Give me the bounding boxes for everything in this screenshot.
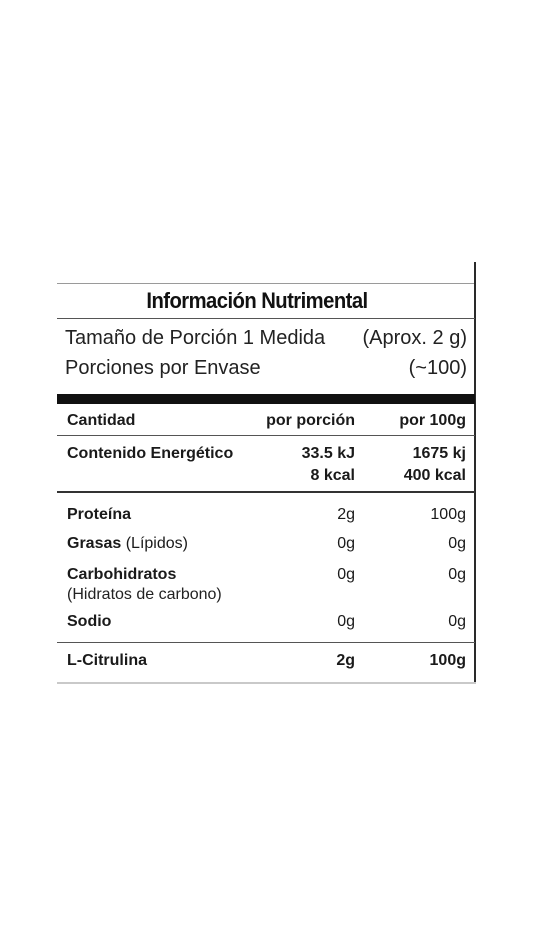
table-header-row [67,412,466,430]
nutrient-sublabel: (Hidratos de carbono) [67,586,222,603]
active-ingredient-row [67,652,466,670]
nutrient-per-serving: 2g [337,506,355,523]
table-row [67,566,466,584]
table-row [67,506,466,524]
header-per-100g: por 100g [399,412,466,429]
nutrient-per-serving: 0g [337,613,355,630]
panel-title: Información Nutrimental [146,288,368,313]
header-quantity: Cantidad [67,412,136,429]
header-thick-divider [57,394,475,404]
servings-per-container-value: (~100) [408,357,467,379]
table-row [67,613,466,631]
active-ingredient-label: L-Citrulina [67,652,147,669]
panel-right-border [474,262,476,683]
table-row: Grasas (Lípidos) 0g 0g [67,535,466,552]
energy-per-serving-kcal: 8 kcal [310,467,355,484]
active-ingredient-divider [57,642,475,643]
nutrient-label: Proteína [67,506,132,523]
serving-size-label: Tamaño de Porción 1 Medida [65,327,326,349]
energy-per-100g-kj: 1675 kj [412,445,466,462]
active-ingredient-per-serving: 2g [336,652,355,669]
nutrient-label: Sodio [67,613,112,630]
nutrient-per-100g: 0g [448,566,466,583]
active-ingredient-per-100g: 100g [429,652,466,669]
energy-per-serving-kj: 33.5 kJ [301,445,355,462]
nutrient-per-100g: 0g [448,613,466,630]
title-divider [57,318,475,319]
serving-size-row [65,327,467,350]
servings-per-container-row [65,357,467,380]
nutrient-per-serving: 0g [337,535,355,552]
energy-label: Contenido Energético [67,445,234,462]
servings-per-container-label: Porciones por Envase [65,357,261,379]
energy-row [67,445,466,463]
nutrient-per-100g: 100g [430,506,466,523]
nutrient-per-100g: 0g [448,535,466,552]
energy-kcal-row [67,467,466,485]
nutrient-per-serving: 0g [337,566,355,583]
header-per-serving: por porción [266,412,355,429]
panel-bottom-border [57,682,476,684]
nutrient-label: Grasas [67,535,122,552]
header-divider [57,435,475,436]
energy-per-100g-kcal: 400 kcal [403,467,466,484]
nutrient-label: Carbohidratos [67,566,177,583]
serving-size-value: (Aprox. 2 g) [362,327,467,349]
energy-divider [57,491,475,493]
